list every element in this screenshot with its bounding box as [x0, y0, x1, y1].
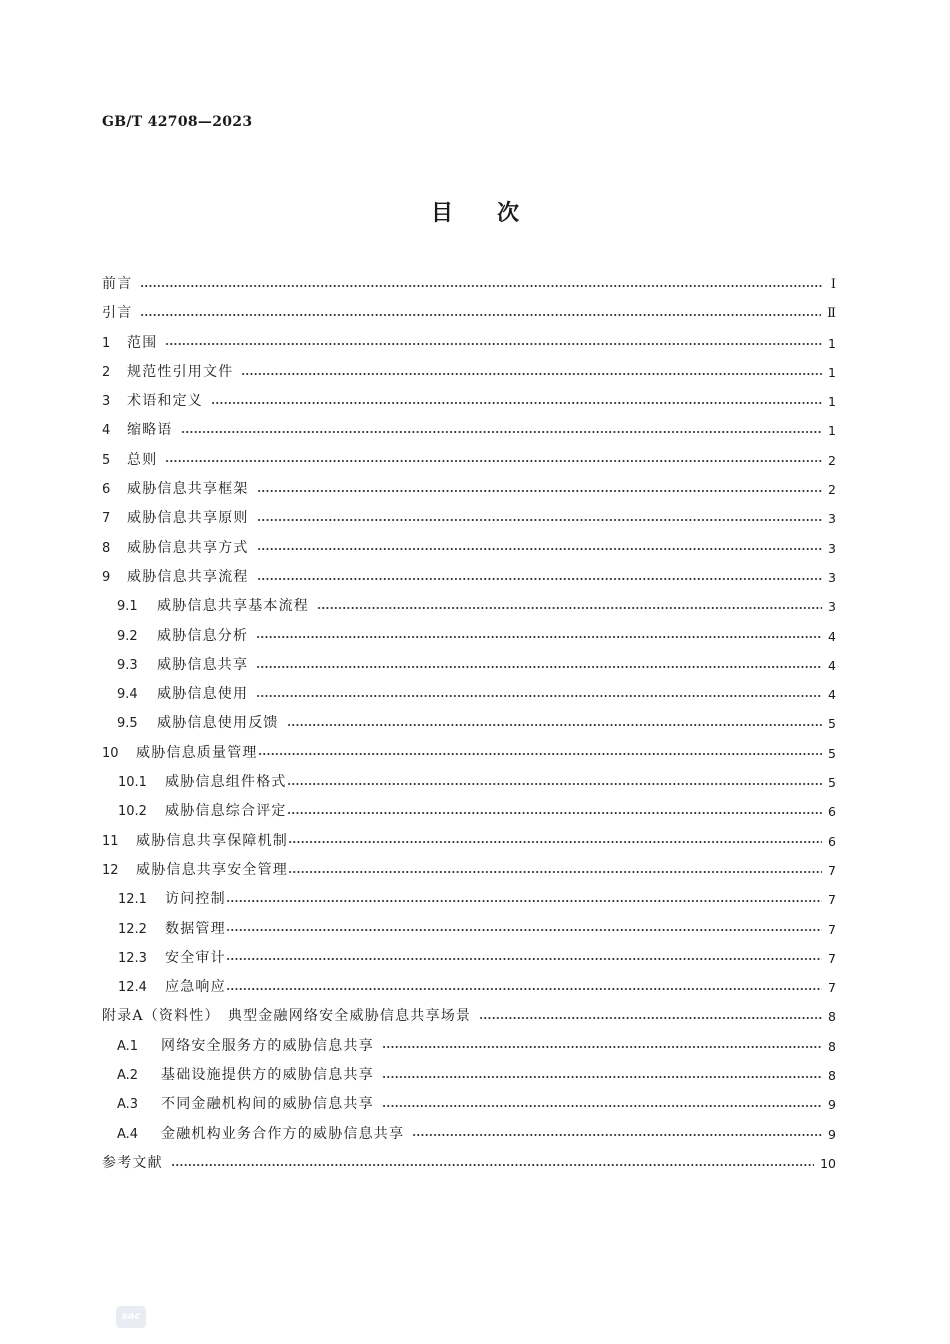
- toc-entry-label: 威胁信息质量管理: [136, 744, 258, 761]
- toc-entry-page: 7: [828, 950, 836, 966]
- toc-entry-label: 范围: [127, 334, 158, 351]
- toc-entry[interactable]: [102, 915, 836, 944]
- toc-entry-page: 3: [828, 569, 836, 585]
- toc-entry-number: 9: [102, 569, 111, 585]
- toc-entry[interactable]: [102, 358, 836, 387]
- toc-entry-label: 前言: [102, 276, 133, 292]
- toc-dot-leader: [382, 1105, 822, 1107]
- toc-entry-page: 4: [828, 687, 836, 703]
- toc-entry[interactable]: [102, 885, 836, 914]
- toc-dot-leader: [226, 929, 822, 931]
- toc-entry-number: A.1: [117, 1038, 139, 1054]
- toc-entry-page: 4: [828, 657, 836, 673]
- toc-entry-page: Ⅱ: [827, 306, 836, 322]
- toc-entry-number: 9.5: [117, 716, 138, 732]
- toc-entry-page: Ⅰ: [830, 277, 836, 292]
- toc-dot-leader: [258, 753, 822, 755]
- toc-entry-page: 3: [828, 511, 836, 527]
- toc-dot-leader: [287, 812, 822, 814]
- toc-dot-leader: [288, 871, 822, 873]
- toc-entry-label: 威胁信息共享安全管理: [136, 861, 288, 878]
- toc-entry-number: 11: [102, 833, 119, 849]
- toc-dot-leader: [165, 343, 822, 345]
- toc-dot-leader: [256, 695, 822, 697]
- toc-dot-leader: [226, 900, 822, 902]
- toc-entry-label: 威胁信息共享框架: [127, 481, 249, 498]
- toc-entry-number: A.3: [117, 1097, 139, 1113]
- toc-entry-number: 6: [102, 482, 111, 498]
- toc-entry[interactable]: [102, 563, 836, 592]
- toc-dot-leader: [257, 548, 822, 550]
- toc-dot-leader: [171, 1164, 814, 1166]
- toc-entry-page: 6: [828, 804, 836, 820]
- toc-entry-label: 威胁信息组件格式: [165, 774, 287, 791]
- toc-dot-leader: [165, 460, 822, 462]
- toc-entry[interactable]: [102, 651, 836, 680]
- toc-entry-page: 2: [828, 482, 836, 498]
- toc-entry[interactable]: [102, 856, 836, 885]
- toc-entry-label: 威胁信息使用反馈: [157, 715, 279, 732]
- toc-dot-leader: [257, 578, 822, 580]
- toc-entry-label: 基础设施提供方的威胁信息共享: [161, 1067, 374, 1084]
- toc-entry-label: 引言: [102, 305, 133, 322]
- toc-entry-page: 7: [828, 980, 836, 996]
- toc-entry-number: 12.4: [118, 980, 147, 996]
- toc-entry[interactable]: [102, 739, 836, 768]
- toc-entry-label: 参考文献: [102, 1154, 163, 1171]
- toc-entry-page: 8: [828, 1068, 836, 1084]
- toc-dot-leader: [257, 490, 822, 492]
- toc-entry-number: 4: [102, 423, 111, 439]
- toc-entry-label: 威胁信息共享基本流程: [157, 598, 309, 615]
- toc-dot-leader: [479, 1017, 822, 1019]
- toc-entry-number: 9.2: [117, 628, 138, 644]
- toc-entry-number: 12.1: [118, 892, 147, 908]
- toc-entry[interactable]: [102, 504, 836, 533]
- toc-dot-leader: [412, 1134, 822, 1136]
- toc-entry-label: 术语和定义: [127, 393, 203, 410]
- toc-dot-leader: [287, 783, 822, 785]
- toc-entry[interactable]: [102, 680, 836, 709]
- toc-entry[interactable]: [102, 827, 836, 856]
- toc-entry-label: 威胁信息共享保障机制: [136, 832, 288, 849]
- toc-entry-number: 5: [102, 452, 111, 468]
- toc-dot-leader: [140, 285, 822, 287]
- toc-dot-leader: [317, 607, 822, 609]
- toc-entry-page: 1: [828, 364, 836, 380]
- toc-entry-number: 10.1: [118, 775, 147, 791]
- toc-entry-number: 10.2: [118, 804, 147, 820]
- toc-entry-label: 总则: [127, 451, 158, 468]
- toc-entry-page: 7: [828, 921, 836, 937]
- toc-entry-page: 10: [820, 1155, 836, 1171]
- toc-entry-page: 3: [828, 599, 836, 615]
- toc-entry[interactable]: [102, 622, 836, 651]
- toc-entry-label: 威胁信息共享流程: [127, 568, 249, 585]
- toc-entry-label: 数据管理: [165, 920, 226, 937]
- toc-entry[interactable]: [102, 1032, 836, 1061]
- toc-entry[interactable]: [102, 768, 836, 797]
- toc-entry-page: 9: [828, 1097, 836, 1113]
- toc-dot-leader: [226, 958, 822, 960]
- toc-entry[interactable]: [102, 1061, 836, 1090]
- toc-entry-label: 威胁信息共享原则: [127, 510, 249, 527]
- toc-entry[interactable]: [102, 329, 836, 358]
- toc-entry-number: 8: [102, 540, 111, 556]
- toc-entry-page: 2: [828, 452, 836, 468]
- toc-entry-label: 访问控制: [165, 891, 226, 908]
- toc-entry[interactable]: [102, 944, 836, 973]
- toc-entry-number: 9.4: [117, 687, 138, 703]
- toc-entry[interactable]: [102, 416, 836, 445]
- toc-entry-page: 3: [828, 540, 836, 556]
- toc-dot-leader: [211, 402, 822, 404]
- toc-entry-number: 12: [102, 862, 119, 878]
- toc-entry-number: 3: [102, 394, 111, 410]
- page-title: 目次: [430, 201, 563, 226]
- toc-entry[interactable]: [102, 1120, 836, 1149]
- toc-entry-page: 5: [828, 775, 836, 791]
- toc-entry[interactable]: [102, 973, 836, 1002]
- toc-entry-label: 安全审计: [165, 949, 226, 966]
- toc-entry-label: 附录A（资料性） 典型金融网络安全威胁信息共享场景: [102, 1008, 472, 1025]
- toc-entry-number: 12.2: [118, 921, 147, 937]
- toc-entry-number: 1: [102, 335, 111, 351]
- toc-dot-leader: [257, 519, 822, 521]
- toc-dot-leader: [181, 431, 822, 433]
- toc-entry-page: 1: [828, 394, 836, 410]
- toc-dot-leader: [241, 373, 822, 375]
- toc-entry[interactable]: [102, 592, 836, 621]
- sac-watermark-logo: sac: [116, 1306, 146, 1328]
- toc-entry-page: 1: [828, 423, 836, 439]
- toc-entry[interactable]: [102, 299, 836, 328]
- toc-entry-label: 规范性引用文件: [127, 363, 234, 380]
- toc-entry[interactable]: [102, 475, 836, 504]
- toc-entry-page: 7: [828, 892, 836, 908]
- standard-number: GB/T 42708—2023: [102, 114, 253, 130]
- toc-entry[interactable]: [102, 270, 836, 299]
- toc-entry-page: 8: [828, 1038, 836, 1054]
- toc-entry-label: 威胁信息共享方式: [127, 539, 249, 556]
- toc-entry-number: 12.3: [118, 950, 147, 966]
- toc-dot-leader: [256, 636, 822, 638]
- toc-entry-label: 威胁信息使用: [157, 686, 249, 703]
- toc-entry-label: 金融机构业务合作方的威胁信息共享: [161, 1125, 405, 1142]
- toc-entry[interactable]: [102, 797, 836, 826]
- toc-entry-label: 应急响应: [165, 979, 226, 996]
- toc-dot-leader: [382, 1076, 822, 1078]
- toc-entry-number: A.4: [117, 1126, 139, 1142]
- toc-entry[interactable]: [102, 1002, 836, 1031]
- toc-entry[interactable]: [102, 534, 836, 563]
- toc-entry-number: 9.1: [117, 599, 138, 615]
- toc-entry-label: 缩略语: [127, 422, 173, 439]
- toc-dot-leader: [226, 988, 822, 990]
- toc-dot-leader: [256, 666, 822, 668]
- toc-entry[interactable]: [102, 387, 836, 416]
- toc-entry-page: 9: [828, 1126, 836, 1142]
- toc-entry-page: 5: [828, 745, 836, 761]
- toc-entry-label: 威胁信息共享: [157, 656, 249, 673]
- toc-entry[interactable]: [102, 446, 836, 475]
- toc-entry-page: 6: [828, 833, 836, 849]
- toc-dot-leader: [287, 724, 822, 726]
- toc-entry-label: 威胁信息分析: [157, 627, 249, 644]
- toc-entry-number: 2: [102, 364, 111, 380]
- toc-entry-number: 9.3: [117, 657, 138, 673]
- toc-entry-page: 4: [828, 628, 836, 644]
- toc-entry-number: A.2: [117, 1068, 139, 1084]
- toc-entry-number: 10: [102, 745, 119, 761]
- toc-entry-label: 不同金融机构间的威胁信息共享: [161, 1096, 374, 1113]
- toc-entry-page: 5: [828, 716, 836, 732]
- toc-entry-page: 8: [828, 1009, 836, 1025]
- toc-dot-leader: [140, 314, 821, 316]
- toc-entry-label: 网络安全服务方的威胁信息共享: [161, 1037, 374, 1054]
- toc-entry[interactable]: [102, 1090, 836, 1119]
- toc-entry-page: 7: [828, 862, 836, 878]
- toc-entry-label: 威胁信息综合评定: [165, 803, 287, 820]
- toc-entry[interactable]: [102, 709, 836, 738]
- toc-dot-leader: [288, 841, 822, 843]
- table-of-contents: [102, 270, 836, 1178]
- toc-dot-leader: [382, 1046, 822, 1048]
- toc-entry-number: 7: [102, 511, 111, 527]
- toc-entry-page: 1: [828, 335, 836, 351]
- toc-entry[interactable]: [102, 1149, 836, 1178]
